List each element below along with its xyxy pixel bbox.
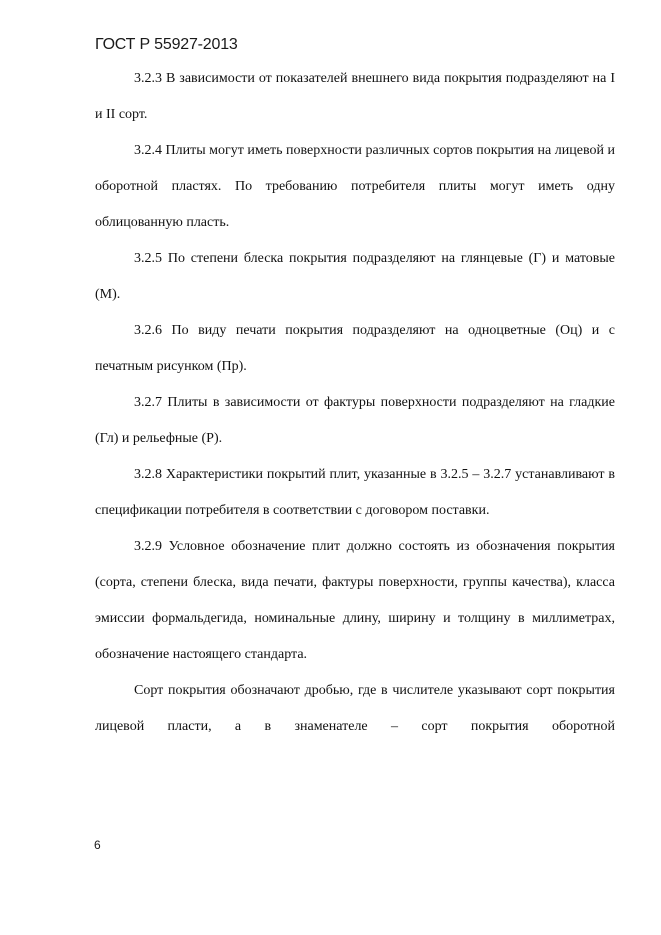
paragraph-grade-designation: Сорт покрытия обозначают дробью, где в числителе указывают сорт покрытия лицевой пласти, а в знаменателе – сорт покрытия оборотной <box>95 683 615 734</box>
paragraph-3-2-6: 3.2.6 По виду печати покрытия подразделяют на одноцветные (Оц) и с печатным рисунком (Пр). <box>95 323 615 374</box>
document-header: ГОСТ Р 55927-2013 <box>95 36 238 53</box>
paragraph-3-2-4: 3.2.4 Плиты могут иметь поверхности различных сортов покрытия на лицевой и оборотной пластях. По требованию потребителя плиты могут иметь одну облицованную пласть. <box>95 143 615 230</box>
paragraph-3-2-3: 3.2.3 В зависимости от показателей внешнего вида покрытия подразделяют на I и II сорт. <box>95 71 615 122</box>
page-number: 6 <box>94 838 101 852</box>
paragraph-3-2-5: 3.2.5 По степени блеска покрытия подразделяют на глянцевые (Г) и матовые (М). <box>95 251 615 302</box>
paragraph-3-2-8: 3.2.8 Характеристики покрытий плит, указанные в 3.2.5 – 3.2.7 устанавливают в спецификации потребителя в соответствии с договором поставки. <box>95 467 615 518</box>
paragraph-3-2-9: 3.2.9 Условное обозначение плит должно состоять из обозначения покрытия (сорта, степени блеска, вида печати, фактуры поверхности, группы качества), класса эмиссии формальдегида, номинальные длину, ширину и толщину в миллиметрах, обозначение настоящего стандарта. <box>95 539 615 662</box>
document-body <box>95 61 615 745</box>
paragraph-3-2-7: 3.2.7 Плиты в зависимости от фактуры поверхности подразделяют на гладкие (Гл) и рельефные (Р). <box>95 395 615 446</box>
